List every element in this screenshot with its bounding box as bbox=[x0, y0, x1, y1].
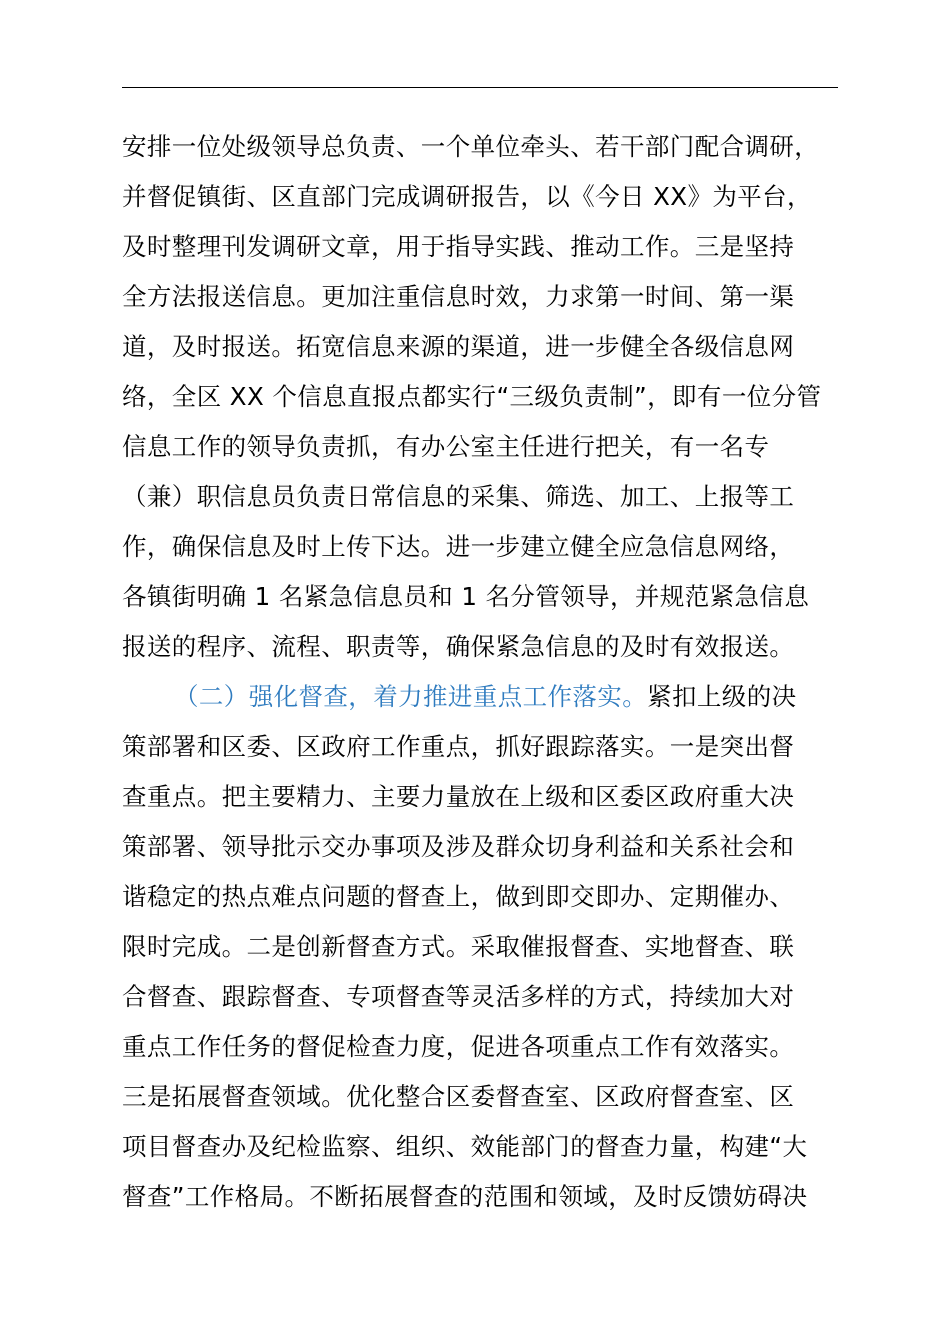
text-line: 信息工作的领导负责抓，有办公室主任进行把关，有一名专 bbox=[122, 432, 770, 461]
text-line: （兼）职信息员负责日常信息的采集、筛选、加工、上报等工 bbox=[122, 482, 795, 511]
text-line: 及时整理刊发调研文章，用于指导实践、推动工作。三是坚持 bbox=[122, 232, 795, 261]
text-line: 合督查、跟踪督查、专项督查等灵活多样的方式，持续加大对 bbox=[122, 982, 795, 1011]
text-line: 项目督查办及纪检监察、组织、效能部门的督查力量，构建“大 bbox=[122, 1132, 808, 1161]
text-line: 报送的程序、流程、职责等，确保紧急信息的及时有效报送。 bbox=[122, 632, 795, 661]
text-line: 并督促镇街、区直部门完成调研报告，以《今日 XX》为平台， bbox=[122, 182, 812, 211]
header-rule bbox=[122, 87, 838, 88]
text-line: 谐稳定的热点难点问题的督查上，做到即交即办、定期催办、 bbox=[122, 882, 795, 911]
section-heading: （二）强化督查，着力推进重点工作落实。 bbox=[174, 682, 648, 711]
text-line: 策部署和区委、区政府工作重点，抓好跟踪落实。一是突出督 bbox=[122, 732, 795, 761]
text-line: 查重点。把主要精力、主要力量放在上级和区委区政府重大决 bbox=[122, 782, 795, 811]
heading-tail-text: 紧扣上级的决 bbox=[647, 682, 797, 711]
text-line: 安排一位处级领导总负责、一个单位牵头、若干部门配合调研， bbox=[122, 132, 820, 161]
text-line: 各镇街明确 1 名紧急信息员和 1 名分管领导，并规范紧急信息 bbox=[122, 582, 810, 611]
text-line: 作，确保信息及时上传下达。进一步建立健全应急信息网络， bbox=[122, 532, 795, 561]
text-line: 督查”工作格局。不断拓展督查的范围和领域，及时反馈妨碍决 bbox=[122, 1182, 808, 1211]
document-body bbox=[122, 122, 862, 1222]
text-line: 三是拓展督查领域。优化整合区委督查室、区政府督查室、区 bbox=[122, 1082, 795, 1111]
text-line: 络，全区 XX 个信息直报点都实行“三级负责制”，即有一位分管 bbox=[122, 382, 822, 411]
text-line: 重点工作任务的督促检查力度，促进各项重点工作有效落实。 bbox=[122, 1032, 795, 1061]
text-line: 策部署、领导批示交办事项及涉及群众切身利益和关系社会和 bbox=[122, 832, 795, 861]
text-line: 道，及时报送。拓宽信息来源的渠道，进一步健全各级信息网 bbox=[122, 332, 795, 361]
section-heading-line bbox=[122, 672, 862, 722]
text-line: 限时完成。二是创新督查方式。采取催报督查、实地督查、联 bbox=[122, 932, 795, 961]
text-line: 全方法报送信息。更加注重信息时效，力求第一时间、第一渠 bbox=[122, 282, 795, 311]
